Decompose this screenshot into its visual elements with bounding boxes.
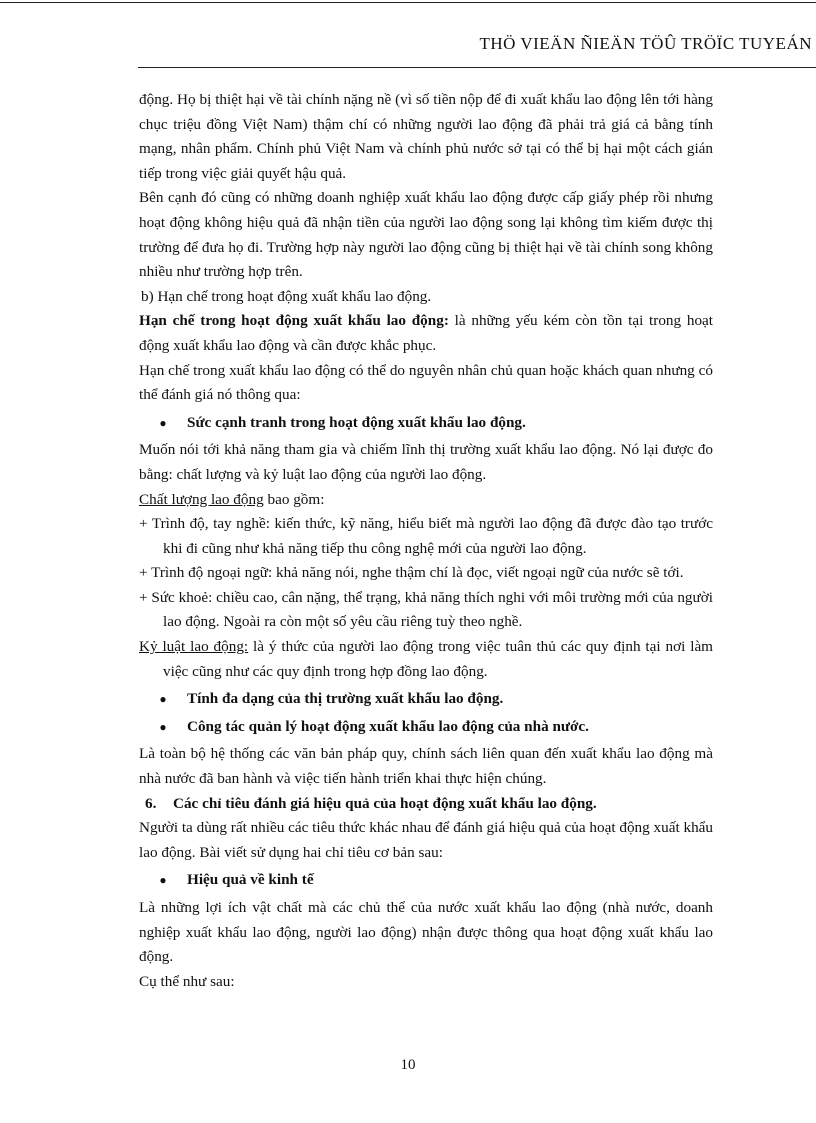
bullet-icon: ● (159, 873, 167, 888)
list-item-skills: + Trình độ, tay nghề: kiến thức, kỹ năng, hiểu biết mà người lao động đã được đào tạo trước khi đi cũng như khả năng tiếp thu công nghệ mới của người lao động. (139, 515, 713, 557)
labor-quality-intro-text: bao gồm: (263, 490, 325, 508)
list-item-health: + Sức khoẻ: chiều cao, cân nặng, thể trạng, khả năng thích nghi với môi trường mới của người lao động. Ngoài ra còn một số yêu cầu riêng tuỳ theo nghề. (139, 588, 713, 631)
paragraph-specifics: Cụ thể như sau: (139, 972, 235, 990)
paragraph-financial-loss: động. Họ bị thiệt hại về tài chính nặng nề (vì số tiền nộp để đi xuất khẩu lao động lên tới hàng chục triệu đồng Việt Nam) thậm chí có những người lao động đã phải trả giá cả bằng tính mạng, nhân phẩm. Chính phủ Việt Nam và chính phủ nước sở tại có thể bị hại một cách gián tiếp trong việc giải quyết hậu quả. (139, 91, 713, 182)
paragraph-limitation-definition (139, 309, 713, 358)
bullet-competitiveness (139, 411, 713, 436)
bullet-icon: ● (159, 692, 167, 707)
top-border-rule (0, 2, 816, 3)
bullet-market-diversity-text: Tính đa dạng của thị trường xuất khẩu lao động. (187, 690, 504, 708)
paragraph-legal-system: Là toàn bộ hệ thống các văn bản pháp quy, chính sách liên quan đến xuất khẩu lao động mà nhà nước đã ban hành và việc tiến hành triển khai thực hiện chúng. (139, 745, 713, 788)
limitation-definition-text: là những yếu kém còn tồn tại trong hoạt động xuất khẩu lao động và cần được khắc phục. (139, 312, 713, 354)
paragraph-licensed-businesses: Bên cạnh đó cũng có những doanh nghiệp xuất khẩu lao động được cấp giấy phép rồi nhưng hoạt động không hiệu quả đã nhận tiền của người lao động song lại không tìm kiếm được thị trường để đưa họ đi. Trường hợp này người lao động cũng bị thiệt hại về tài chính song không nhiều như trường hợp trên. (139, 189, 713, 281)
subsection-b-title: b) Hạn chế trong hoạt động xuất khẩu lao động. (141, 287, 432, 305)
bullet-economic-efficiency-text: Hiệu quả về kinh tế (187, 871, 314, 889)
document-body (139, 88, 713, 994)
bullet-state-management-text: Công tác quản lý hoạt động xuất khẩu lao động của nhà nước. (187, 717, 589, 735)
paragraph-material-benefits: Là những lợi ích vật chất mà các chủ thể của nước xuất khẩu lao động (nhà nước, doanh nghiệp xuất khẩu lao động, người lao động) nhận được thông qua hoạt động xuất khẩu lao động. (139, 899, 713, 966)
bullet-icon: ● (159, 415, 167, 430)
limitation-term: Hạn chế trong hoạt động xuất khẩu lao động: (139, 312, 449, 330)
page-number: 10 (400, 1057, 416, 1073)
section-6-heading (139, 792, 713, 817)
header-underline (138, 67, 816, 68)
labor-discipline-term: Kỷ luật lao động: (139, 638, 249, 656)
paragraph-labor-quality-intro (139, 488, 713, 513)
section-6-title: Các chỉ tiêu đánh giá hiệu quả của hoạt động xuất khẩu lao động. (173, 794, 597, 812)
labor-discipline-text: là ý thức của người lao động trong việc tuân thủ các quy định tại nơi làm việc cũng như các quy định trong hợp đồng lao động. (163, 638, 713, 680)
bullet-economic-efficiency (139, 868, 713, 893)
paragraph-market-participation: Muốn nói tới khả năng tham gia và chiếm lĩnh thị trường xuất khẩu lao động. Nó lại được đo bằng: chất lượng và kỷ luật lao động của người lao động. (139, 441, 713, 483)
bullet-market-diversity (139, 687, 713, 712)
paragraph-limitation-causes: Hạn chế trong xuất khẩu lao động có thể do nguyên nhân chủ quan hoặc khách quan nhưng có thể đánh giá nó thông qua: (139, 361, 713, 404)
list-item-language: + Trình độ ngoại ngữ: khả năng nói, nghe thậm chí là đọc, viết ngoại ngữ của nước sẽ tới. (139, 564, 684, 582)
library-header-title: THÖ VIEÄN ÑIEÄN TÖÛ TRÖÏC TUYEÁN (479, 34, 812, 53)
paragraph-labor-discipline (139, 635, 713, 684)
section-6-number: 6. (145, 794, 157, 812)
bullet-icon: ● (159, 719, 167, 734)
labor-quality-term: Chất lượng lao động (139, 490, 264, 508)
paragraph-criteria-intro: Người ta dùng rất nhiều các tiêu thức khác nhau để đánh giá hiệu quả của hoạt động xuất khẩu lao động. Bài viết sử dụng hai chỉ tiêu cơ bản sau: (139, 819, 714, 861)
bullet-state-management (139, 715, 713, 740)
bullet-competitiveness-text: Sức cạnh tranh trong hoạt động xuất khẩu lao động. (187, 413, 526, 431)
